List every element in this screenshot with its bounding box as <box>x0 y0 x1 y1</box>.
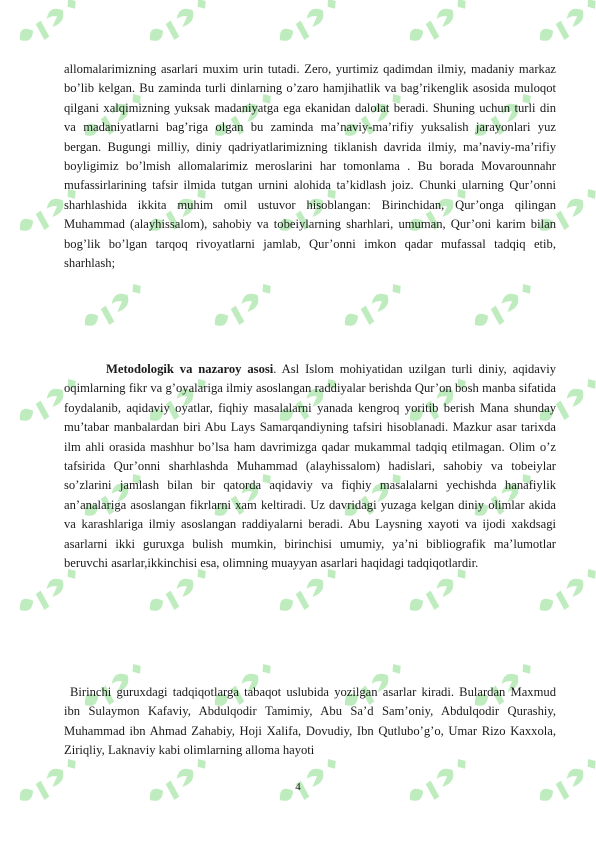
paragraph-first-group-text: Birinchi guruxdagi tadqiqotlarga tabaqot uslubida yozilgan asarlar kiradi. Bulardan Maxmud ibn Sulaymon Kafaviy, Abdulqodir Tamimiy, Abu Sa’d Sam’oniy, Abdulqodir Qurashiy, Muhammad ibn Ahmad Zahabiy, Hoji Xalifa, Dovudiy, Ibn Qutlubo’g’o, Umar Rizo Kaxxola, Ziriqliy, Laknaviy kabi olimlarning alloma hayoti <box>64 685 556 758</box>
watermark-mark-icon <box>81 280 149 336</box>
watermark-mark-icon <box>406 0 474 51</box>
paragraph-intro-text: allomalarimizning asarlari muxim urin tutadi. Zero, yurtimiz qadimdan ilmiy, madaniy markaz bo’lib kelgan. Bu zaminda turli dinlarning o’zaro hamjihatlik va bag’rikenglik asosida muloqot qilgani xalqimizning yuksak madaniyatga ega ekanidan dalolat beradi. Shuning uchun turli din va madaniyatlarni bag’riga olgan bu zaminda ma’naviy-ma’rifiy yuksalish jarayonlari yuz bergan. Bugungi milliy, diniy qadriyatlarimizning tiklanish davrida ilmiy, ma’naviy-ma’rifiy boyligimiz bo’lmish allomalarimiz meroslarini har tomonlama . Bu borada Movarounnahr mufassirlarining tafsir ilmida tutgan urnini alohida ta’kidlash joiz. Chunki ularning Qur’onni sharhlashida ikkita muhim omil ustuvor hisoblangan: Birinchidan, Qur’onga qilingan Muhammad (alayhissalom), sahobiy va tobeiylarning sharhlari, umuman, Qur’oni karim bilan bog’lik bo’lgan tarqoq rivoyatlarni jamlab, Qur’onni imkon qadar mufassal tadqiq etib, sharhlash; <box>64 62 556 271</box>
watermark-mark-icon <box>16 0 84 51</box>
page-number: 4 <box>295 781 301 793</box>
watermark-mark-icon <box>146 0 214 51</box>
watermark-mark-icon <box>16 565 84 621</box>
watermark-mark-icon <box>536 565 596 621</box>
watermark-mark-icon <box>406 565 474 621</box>
paragraph-first-group <box>64 683 556 761</box>
watermark-mark-icon <box>471 280 539 336</box>
watermark-mark-icon <box>276 565 344 621</box>
methodology-heading: Metodologik va nazaroy asosi <box>106 362 274 376</box>
watermark-mark-icon <box>341 280 409 336</box>
watermark-mark-icon <box>276 0 344 51</box>
watermark-mark-icon <box>146 565 214 621</box>
watermark-mark-icon <box>211 280 279 336</box>
watermark-mark-icon <box>536 0 596 51</box>
paragraph-intro <box>64 60 556 273</box>
paragraph-methodology <box>64 360 556 573</box>
methodology-text: . Asl Islom mohiyatidan uzilgan turli diniy, aqidaviy oqimlarning fikr va g’oyalariga ilmiy asoslangan raddiyalar berishda Qur’on bosh manba sifatida foydalanib, aqidaviy oyatlar, fiqhiy masalalarni yanada kengroq yoritib berish Mana shunday mu’tabar manbalardan biri Abu Lays Samarqandiyning tafsiri hisoblanadi. Mazkur asar tarixda ilm ahli orasida mashhur bo’lsa ham davrimizga qadar mukammal tadqiq etilmagan. Olim o’z tafsirida Qur’onni sharhlashda Muhammad (alayhissalom) hadislari, sahobiy va tobeiylar so’zlarini jamlash bilan bir qatorda aqidaviy va fiqhiy masalalarni yechishda hanafiylik an’analariga asoslangan fikrlarni xam keltiradi. Uz davridagi yuzaga kelgan diniy olimlar akida va karashlariga ilmiy asoslangan raddiyalarni beradi. Abu Laysning xayoti va ijodi xakdsagi asarlarni ikki guruxga bulish mumkin, birinchisi umumiy, ya’ni bibliografik ma’lumotlar beruvchi asarlar,ikkinchisi esa, olimning muayyan asarlari haqidagi tadqiqotlardir. <box>64 362 556 571</box>
